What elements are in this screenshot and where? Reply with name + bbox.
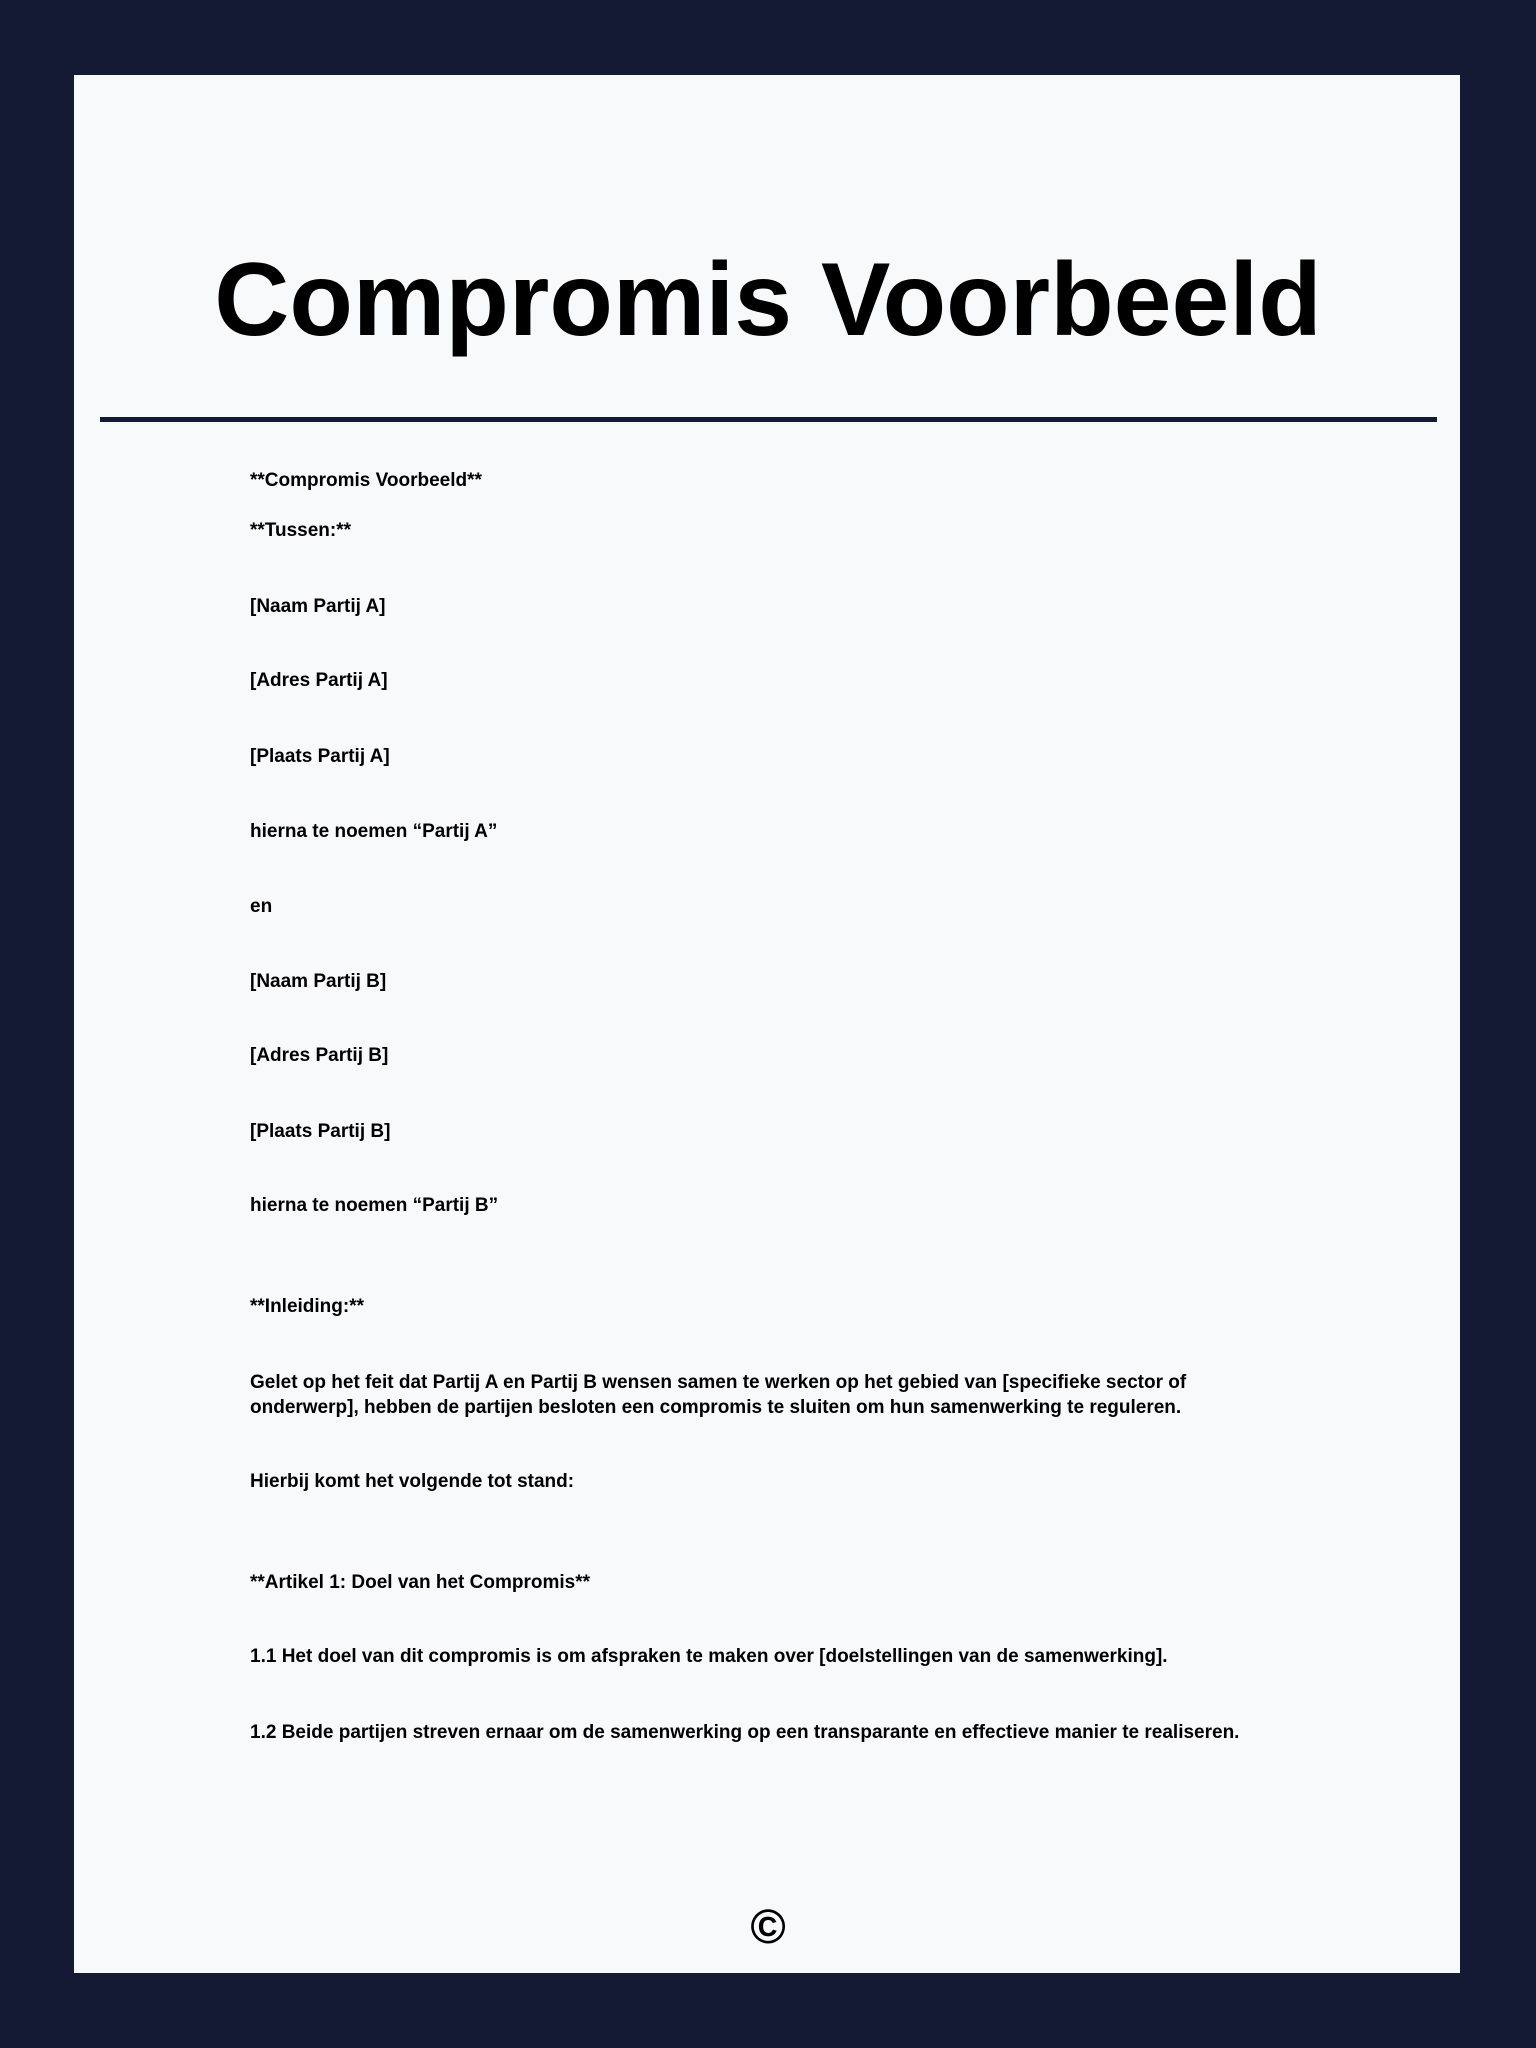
article-1-1: 1.1 Het doel van dit compromis is om afspraken te maken over [doelstellingen van de samenwerking]. [250, 1646, 1168, 1667]
party-a-place: [Plaats Partij A] [250, 746, 390, 767]
party-b-place: [Plaats Partij B] [250, 1121, 391, 1142]
article-1-heading: **Artikel 1: Doel van het Compromis** [250, 1572, 590, 1593]
intro-closing-line: Hierbij komt het volgende tot stand: [250, 1471, 575, 1492]
article-1-2: 1.2 Beide partijen streven ernaar om de samenwerking op een transparante en effectieve manier te realiseren. [250, 1722, 1240, 1743]
section-label-tussen: **Tussen:** [250, 520, 352, 541]
party-b-name: [Naam Partij B] [250, 971, 387, 992]
introduction-paragraph: Gelet op het feit dat Partij A en Partij B wensen samen te werken op het gebied van [specifieke sector of onderwerp], hebben de partijen besloten een compromis te sluiten om hun samenwerking te reguleren. [250, 1372, 1187, 1418]
title-divider [100, 417, 1437, 422]
party-b-address: [Adres Partij B] [250, 1045, 389, 1066]
party-a-alias: hierna te noemen “Partij A” [250, 821, 498, 842]
copyright-icon: © [750, 1901, 786, 1954]
conjunction-en: en [250, 896, 273, 917]
page-title: Compromis Voorbeeld [214, 242, 1322, 358]
party-a-name: [Naam Partij A] [250, 596, 386, 617]
party-a-address: [Adres Partij A] [250, 670, 388, 691]
party-b-alias: hierna te noemen “Partij B” [250, 1195, 499, 1216]
section-label-inleiding: **Inleiding:** [250, 1296, 365, 1317]
document-heading: **Compromis Voorbeeld** [250, 470, 482, 491]
